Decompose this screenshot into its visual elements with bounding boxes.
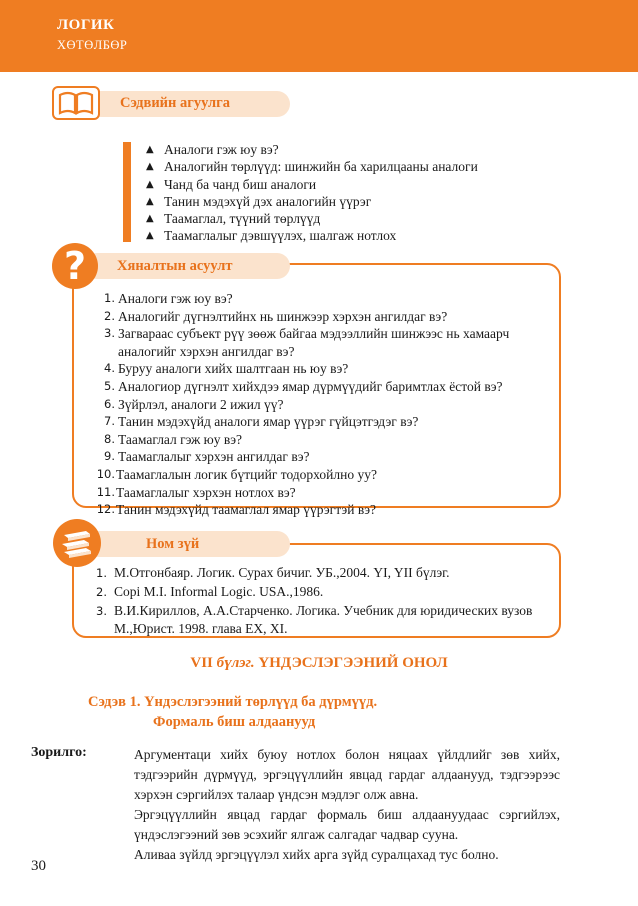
list-item: 3. Загвараас субъект рүү зөөж байгаа мэдээллийн шинжээс нь хамаарч xyxy=(104,326,510,342)
list-item: 12. Танин мэдэхүйд таамаглал ямар үүрэгтэй вэ? xyxy=(96,502,376,518)
header-title: ЛОГИК xyxy=(57,17,115,33)
question-mark-icon: ? xyxy=(52,243,98,289)
list-item: 9. Таамаглалыг хэрхэн ангилдаг вэ? xyxy=(104,449,310,465)
bibliography-section-title: Ном зүй xyxy=(146,536,200,552)
topic-title-line2: Формаль биш алдаанууд xyxy=(153,714,316,730)
goal-paragraph: Аливаа зүйлд эргэцүүлэл хийх арга зүйд суралцахад тус болно. xyxy=(134,847,499,862)
topic-title-line1: Сэдэв 1. Үндэслэгээний төрлүүд ба дүрмүүд. xyxy=(88,694,378,710)
content-topic-list xyxy=(146,141,478,245)
list-item: 11. Таамаглалыг хэрхэн нотлох вэ? xyxy=(96,484,296,500)
content-accent-bar xyxy=(123,142,131,242)
triangle-bullet-icon: ▲ xyxy=(146,195,154,207)
triangle-bullet-icon: ▲ xyxy=(146,144,154,155)
list-item: ▲ Таамаглал, түүний төрлүүд xyxy=(146,211,321,227)
chapter-heading: VII бүлэг. ҮНДЭСЛЭГЭЭНИЙ ОНОЛ xyxy=(190,655,448,671)
goal-paragraph: Аргументаци хийх буюу нотлох болон няцаах үйлдлийг зөв хийх, тэдгээрийн дүрмүүд, эргэцүүллийн явцад гардаг алдаанууд, тэдгээрээс хэрхэн сэргийлэх талаар үндсэн мэдлэг олж авна. xyxy=(134,747,560,802)
list-item: 6. Зүйрлэл, аналоги 2 ижил үү? xyxy=(104,396,284,412)
goal-label: Зорилго: xyxy=(31,745,87,760)
list-item: ▲ Таамаглалыг дэвшүүлэх, шалгаж нотлох xyxy=(146,228,397,244)
list-item: ▲ Чанд ба чанд биш аналоги xyxy=(146,176,317,192)
triangle-bullet-icon: ▲ xyxy=(146,230,154,242)
list-item: 5. Аналогиор дүгнэлт хийхдээ ямар дүрмүүдийг баримтлах ёстой вэ? xyxy=(104,378,503,394)
goal-paragraph: Эргэцүүллийн явцад гардаг формаль биш алдаануудаас сэргийлэх, үндэслэгээний зөв эсэхийг ялгаж салгадаг чадвар сууна. xyxy=(134,807,560,842)
page-header-band xyxy=(0,0,638,72)
content-section-title: Сэдвийн агуулга xyxy=(120,95,230,111)
list-item: 2. Аналогийг дүгнэлтийнх нь шинжээр хэрхэн ангилдаг вэ? xyxy=(104,308,448,324)
list-item: 8. Таамаглал гэж юу вэ? xyxy=(104,431,243,447)
goal-text xyxy=(134,745,560,865)
triangle-bullet-icon: ▲ xyxy=(146,213,154,225)
list-item: аналогийг хэрхэн ангилдаг вэ? xyxy=(118,343,295,359)
open-book-icon xyxy=(52,86,100,125)
triangle-bullet-icon: ▲ xyxy=(146,178,154,190)
list-item: ▲ Аналоги гэж юу вэ? xyxy=(146,142,279,157)
list-item: 3. В.И.Кириллов, А.А.Старченко. Логика. Учебник для юридических вузов xyxy=(96,602,533,618)
list-item: 1. М.Отгонбаяр. Логик. Сурах бичиг. УБ.,2004. YI, YII бүлэг. xyxy=(96,565,450,580)
list-item: ▲ Аналогийн төрлүүд: шинжийн ба харилцааны аналоги xyxy=(146,159,478,175)
list-item: ▲ Танин мэдэхүй дэх аналогийн үүрэг xyxy=(146,193,372,209)
list-item: 10. Таамаглалын логик бүтцийг тодорхойлно уу? xyxy=(96,466,377,482)
header-subtitle: ХӨТӨЛБӨР xyxy=(57,38,128,52)
list-item: М.,Юрист. 1998. глава ЕХ, XI. xyxy=(114,621,288,637)
bibliography-list xyxy=(82,564,558,639)
review-section-title: Хяналтын асуулт xyxy=(117,258,233,274)
list-item: 2. Copi M.I. Informal Logic. USA.,1986. xyxy=(96,583,324,599)
list-item: 7. Танин мэдэхүйд аналоги ямар үүрэг гүйцэтгэдэг вэ? xyxy=(104,414,419,430)
triangle-bullet-icon: ▲ xyxy=(146,161,154,173)
list-item: 1. Аналоги гэж юу вэ? xyxy=(104,291,233,306)
review-question-list xyxy=(82,290,552,519)
list-item: 4. Буруу аналоги хийх шалтгаан нь юу вэ? xyxy=(104,361,349,377)
page-number: 30 xyxy=(31,858,46,874)
